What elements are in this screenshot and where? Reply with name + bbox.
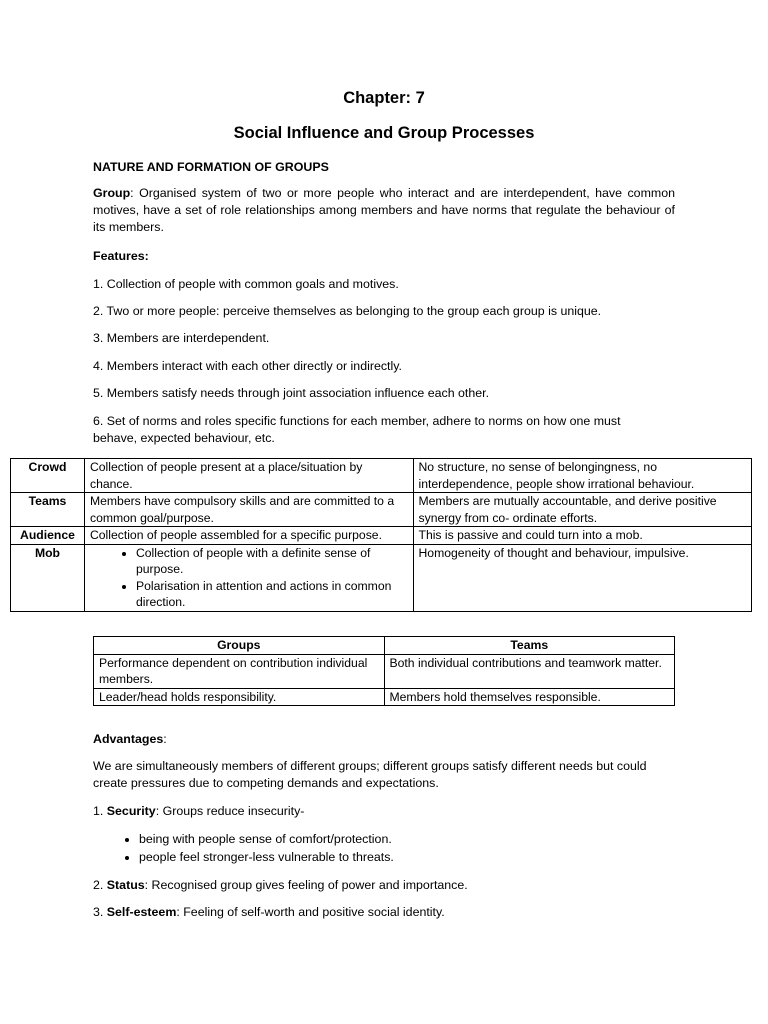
page-title: Social Influence and Group Processes [233, 124, 535, 142]
row-label: Audience [11, 527, 85, 545]
table-cell: Members are mutually accountable, and derive positive synergy from co- ordinate efforts. [413, 493, 752, 527]
item-number: 3. [93, 905, 107, 919]
list-item: • people feel stronger-less vulnerable to threats. [139, 849, 699, 867]
group-definition [93, 185, 675, 236]
section-heading: NATURE AND FORMATION OF GROUPS [93, 160, 329, 174]
group-definition-text: : Organised system of two or more people who interact and are interdependent, have common motives, have a set of role relationships among members and have norms that regulate the behaviour of its members. [93, 186, 675, 234]
groups-vs-teams-table [93, 636, 675, 706]
table-cell: Members have compulsory skills and are committed to a common goal/purpose. [84, 493, 413, 527]
advantage-self-esteem [93, 904, 675, 921]
table-cell: Both individual contributions and teamwork matter. [384, 654, 675, 688]
table-row [11, 527, 752, 545]
group-term: Group [93, 186, 131, 200]
table-row [11, 493, 752, 527]
item-number: 2. [93, 878, 107, 892]
table-cell: Leader/head holds responsibility. [94, 688, 385, 706]
list-item: • Collection of people with a definite sense of purpose. [136, 545, 408, 578]
advantage-term: Status [106, 878, 145, 892]
table-cell: Collection of people present at a place/situation by chance. [84, 459, 413, 493]
bullet-list [90, 545, 408, 611]
feature-item: 1. Collection of people with common goals and motives. [93, 277, 399, 291]
features-heading: Features: [93, 249, 149, 263]
advantages-intro: We are simultaneously members of different groups; different groups satisfy different needs but could create pressures due to competing demands and expectations. [93, 759, 647, 790]
advantage-security [93, 803, 675, 820]
list-item: • Polarisation in attention and actions in common direction. [136, 578, 408, 611]
advantage-status [93, 877, 675, 894]
table-row [94, 688, 675, 706]
table-row [11, 459, 752, 493]
table-cell: No structure, no sense of belongingness, no interdependence, people show irrational behaviour. [413, 459, 752, 493]
group-types-table [10, 458, 752, 612]
feature-item: 6. Set of norms and roles specific functions for each member, adhere to norms on how one must behave, expected behaviour, etc. [93, 414, 621, 445]
table-cell: Homogeneity of thought and behaviour, impulsive. [413, 544, 752, 611]
row-label: Teams [11, 493, 85, 527]
table-cell [84, 544, 413, 611]
advantages-colon: : [163, 732, 167, 746]
table-cell: Performance dependent on contribution individual members. [94, 654, 385, 688]
feature-item: 5. Members satisfy needs through joint association influence each other. [93, 386, 490, 400]
table-header-row [94, 637, 675, 655]
feature-item: 2. Two or more people: perceive themselves as belonging to the group each group is unique. [93, 304, 602, 318]
column-header: Groups [94, 637, 385, 655]
table-cell: This is passive and could turn into a mob. [413, 527, 752, 545]
chapter-heading: Chapter: 7 [343, 89, 425, 107]
table-row [94, 654, 675, 688]
table-cell: Members hold themselves responsible. [384, 688, 675, 706]
advantage-text: : Recognised group gives feeling of power and importance. [144, 878, 468, 892]
advantages-heading: Advantages [93, 732, 164, 746]
list-item: • being with people sense of comfort/protection. [139, 831, 699, 849]
feature-item: 3. Members are interdependent. [93, 331, 270, 345]
advantage-text: : Feeling of self-worth and positive social identity. [176, 905, 445, 919]
table-cell: Collection of people assembled for a specific purpose. [84, 527, 413, 545]
row-label: Crowd [11, 459, 85, 493]
item-number: 1. [93, 804, 107, 818]
advantage-text: : Groups reduce insecurity- [155, 804, 305, 818]
row-label: Mob [11, 544, 85, 611]
advantages-heading-line [93, 731, 675, 748]
advantage-term: Security [106, 804, 156, 818]
column-header: Teams [384, 637, 675, 655]
security-bullet-list [93, 831, 699, 866]
table-row [11, 544, 752, 611]
feature-item: 4. Members interact with each other directly or indirectly. [93, 359, 402, 373]
advantage-term: Self-esteem [106, 905, 177, 919]
